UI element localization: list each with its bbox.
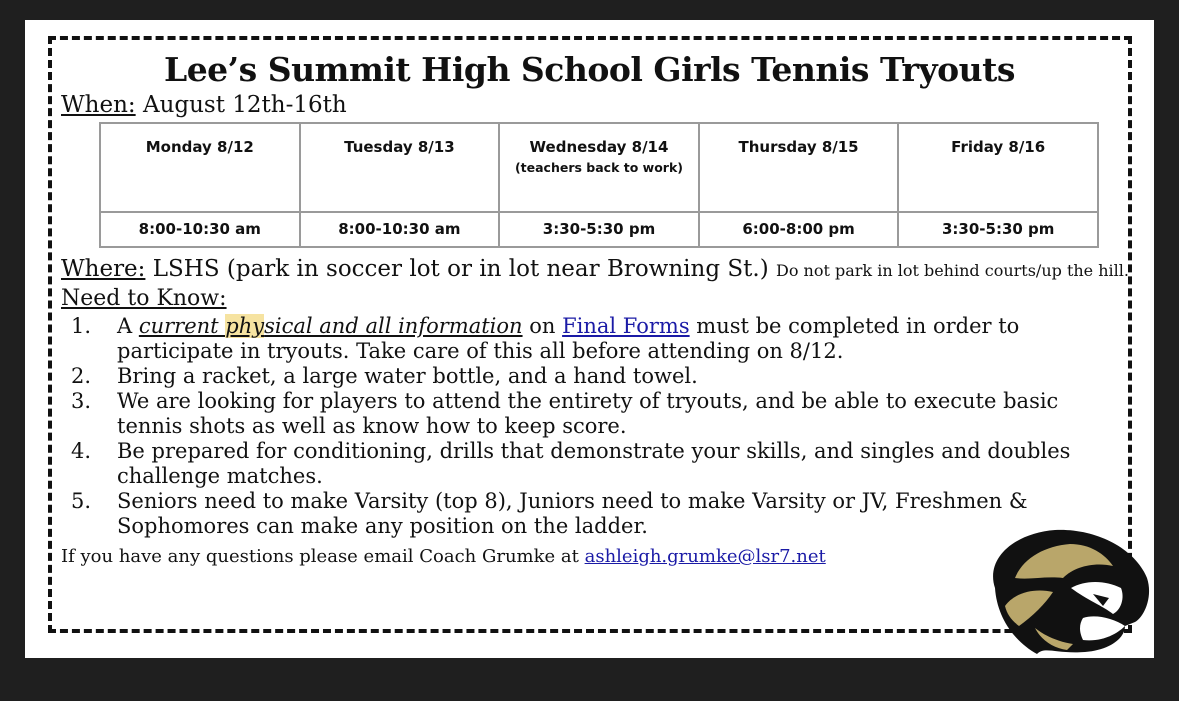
list-item-text: Bring a racket, a large water bottle, and a hand towel. [117,364,698,388]
need-to-know-heading: Need to Know: [61,286,227,311]
list-item-number: 5. [71,489,92,513]
when-value: August 12th-16th [142,92,347,118]
schedule-time-cell: 8:00-10:30 am [300,212,500,247]
list-item [61,364,1121,389]
final-forms-link[interactable]: Final Forms [562,314,690,338]
when-line [61,92,347,118]
need-to-know-list [61,314,1121,539]
schedule-time-cell: 8:00-10:30 am [100,212,300,247]
list-item-text: Be prepared for conditioning, drills that demonstrate your skills, and singles and doubles challenge matches. [117,439,1071,488]
list-item-text: We are looking for players to attend the entirety of tryouts, and be able to execute basic tennis shots as well as know how to keep score. [117,389,1059,438]
schedule-table [99,122,1099,248]
contact-line [61,546,826,567]
where-note: Do not park in lot behind courts/up the hill. [775,261,1129,280]
highlighted-phrase: current physical and all information [138,314,523,338]
schedule-day-cell: Friday 8/16 [898,123,1098,212]
where-line [61,256,1129,282]
schedule-day-cell: Tuesday 8/13 [300,123,500,212]
list-item-number: 2. [71,364,92,388]
schedule-time-cell: 6:00-8:00 pm [699,212,899,247]
where-label: Where: [61,256,146,282]
tiger-head-icon [975,518,1155,658]
contact-text: If you have any questions please email Coach Grumke at [61,546,585,567]
page-title: Lee’s Summit High School Girls Tennis Tryouts [163,50,1016,89]
schedule-times-row [100,212,1098,247]
schedule-day-note: (teachers back to work) [514,160,683,175]
schedule-time-cell: 3:30-5:30 pm [898,212,1098,247]
schedule-day-cell: Wednesday 8/14 (teachers back to work) [499,123,699,212]
list-item [61,439,1121,489]
schedule-time-cell: 3:30-5:30 pm [499,212,699,247]
list-item [61,389,1121,439]
list-item-text: Seniors need to make Varsity (top 8), Juniors need to make Varsity or JV, Freshmen & Sophomores can make any position on the ladder. [117,489,1028,538]
where-value: LSHS (park in soccer lot or in lot near Browning St.) [152,256,769,282]
schedule-days-row [100,123,1098,212]
list-item-number: 3. [71,389,92,413]
list-item-number: 1. [71,314,92,338]
list-item [61,489,1121,539]
list-item [61,314,1121,364]
when-label: When: [61,92,136,118]
list-item-text: A current physical and all information on Final Forms must be completed in order to participate in tryouts. Take care of this all before attending on 8/12. [117,314,1020,363]
list-item-number: 4. [71,439,92,463]
schedule-day-cell: Thursday 8/15 [699,123,899,212]
schedule-day-cell: Monday 8/12 [100,123,300,212]
flyer [25,20,1154,658]
email-link[interactable]: ashleigh.grumke@lsr7.net [584,546,826,567]
